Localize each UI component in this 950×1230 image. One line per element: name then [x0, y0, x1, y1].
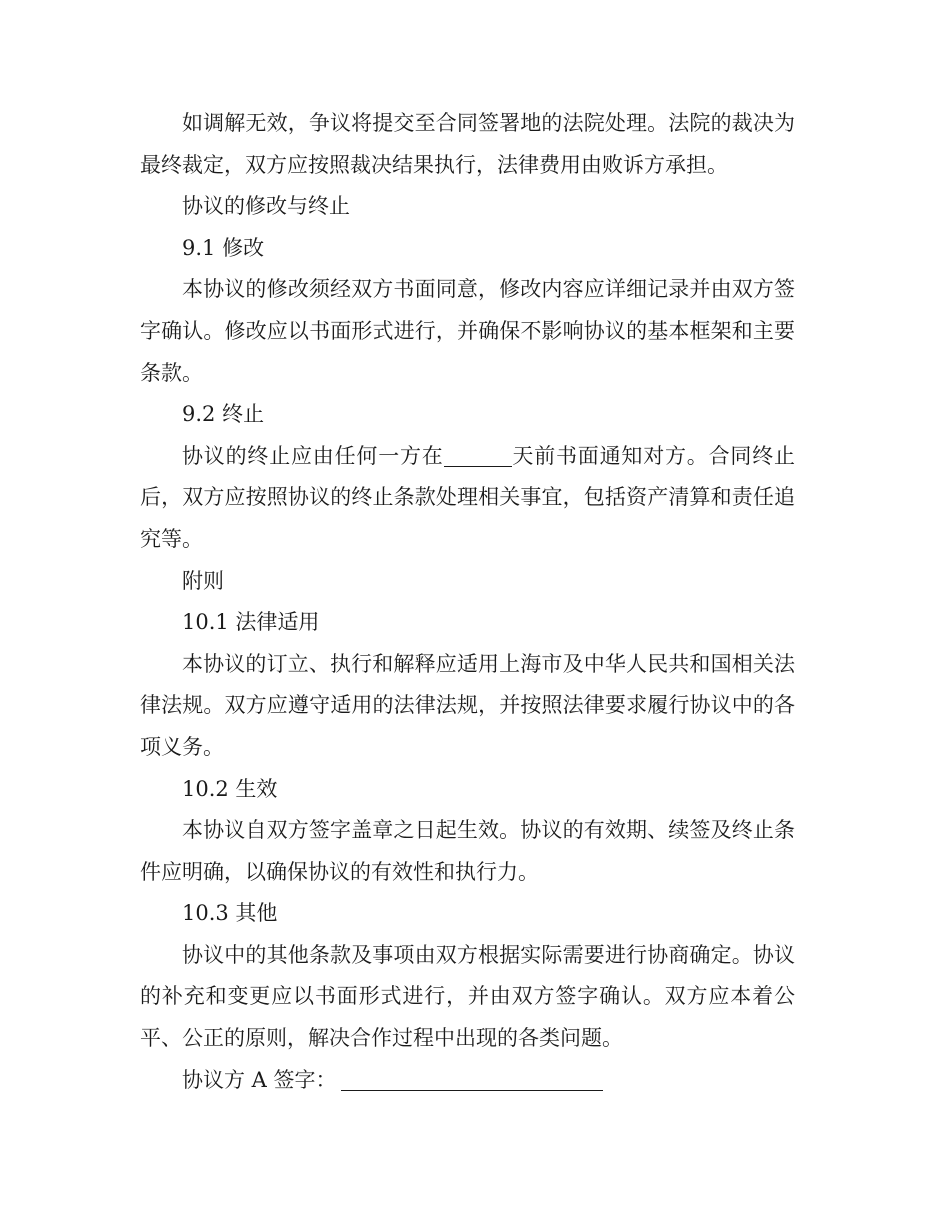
paragraph-9-2 — [140, 436, 795, 561]
section-heading-appendix: 附则 — [182, 568, 224, 593]
signature-party-a-label: 协议方 A 签字： — [182, 1067, 337, 1092]
paragraph-9-2-part2: 天前书面通知对方。合同终止后，双方应按照协议的终止条款处理相关事宜，包括资产清算和责任追究等。 — [140, 443, 796, 551]
clause-heading-10-2: 10.2 生效 — [182, 776, 278, 801]
clause-heading-10-1: 10.1 法律适用 — [182, 610, 320, 635]
paragraph-dispute-court: 如调解无效，争议将提交至合同签署地的法院处理。法院的裁决为最终裁定，双方应按照裁决结果执行，法律费用由败诉方承担。 — [140, 111, 795, 177]
clause-heading-10-3: 10.3 其他 — [182, 901, 278, 926]
document-body — [140, 103, 795, 1101]
signature-party-a-line[interactable] — [341, 1089, 603, 1091]
paragraph-10-3: 协议中的其他条款及事项由双方根据实际需要进行协商确定。协议的补充和变更应以书面形式进行，并由双方签字确认。双方应本着公平、公正的原则，解决合作过程中出现的各类问题。 — [140, 942, 795, 1051]
signature-party-a — [140, 1060, 795, 1102]
paragraph-9-1: 本协议的修改须经双方书面同意，修改内容应详细记录并由双方签字确认。修改应以书面形式进行，并确保不影响协议的基本框架和主要条款。 — [140, 277, 795, 385]
clause-heading-9-2: 9.2 终止 — [182, 402, 265, 427]
paragraph-10-1: 本协议的订立、执行和解释应适用上海市及中华人民共和国相关法律法规。双方应遵守适用的法律法规，并按照法律要求履行协议中的各项义务。 — [140, 651, 795, 759]
section-heading-modify-terminate: 协议的修改与终止 — [182, 194, 350, 219]
notice-days-blank[interactable] — [444, 465, 512, 467]
paragraph-10-2: 本协议自双方签字盖章之日起生效。协议的有效期、续签及终止条件应明确，以确保协议的有效性和执行力。 — [140, 818, 795, 884]
paragraph-9-2-part1: 协议的终止应由任何一方在 — [182, 443, 444, 468]
clause-heading-9-1: 9.1 修改 — [182, 235, 265, 260]
